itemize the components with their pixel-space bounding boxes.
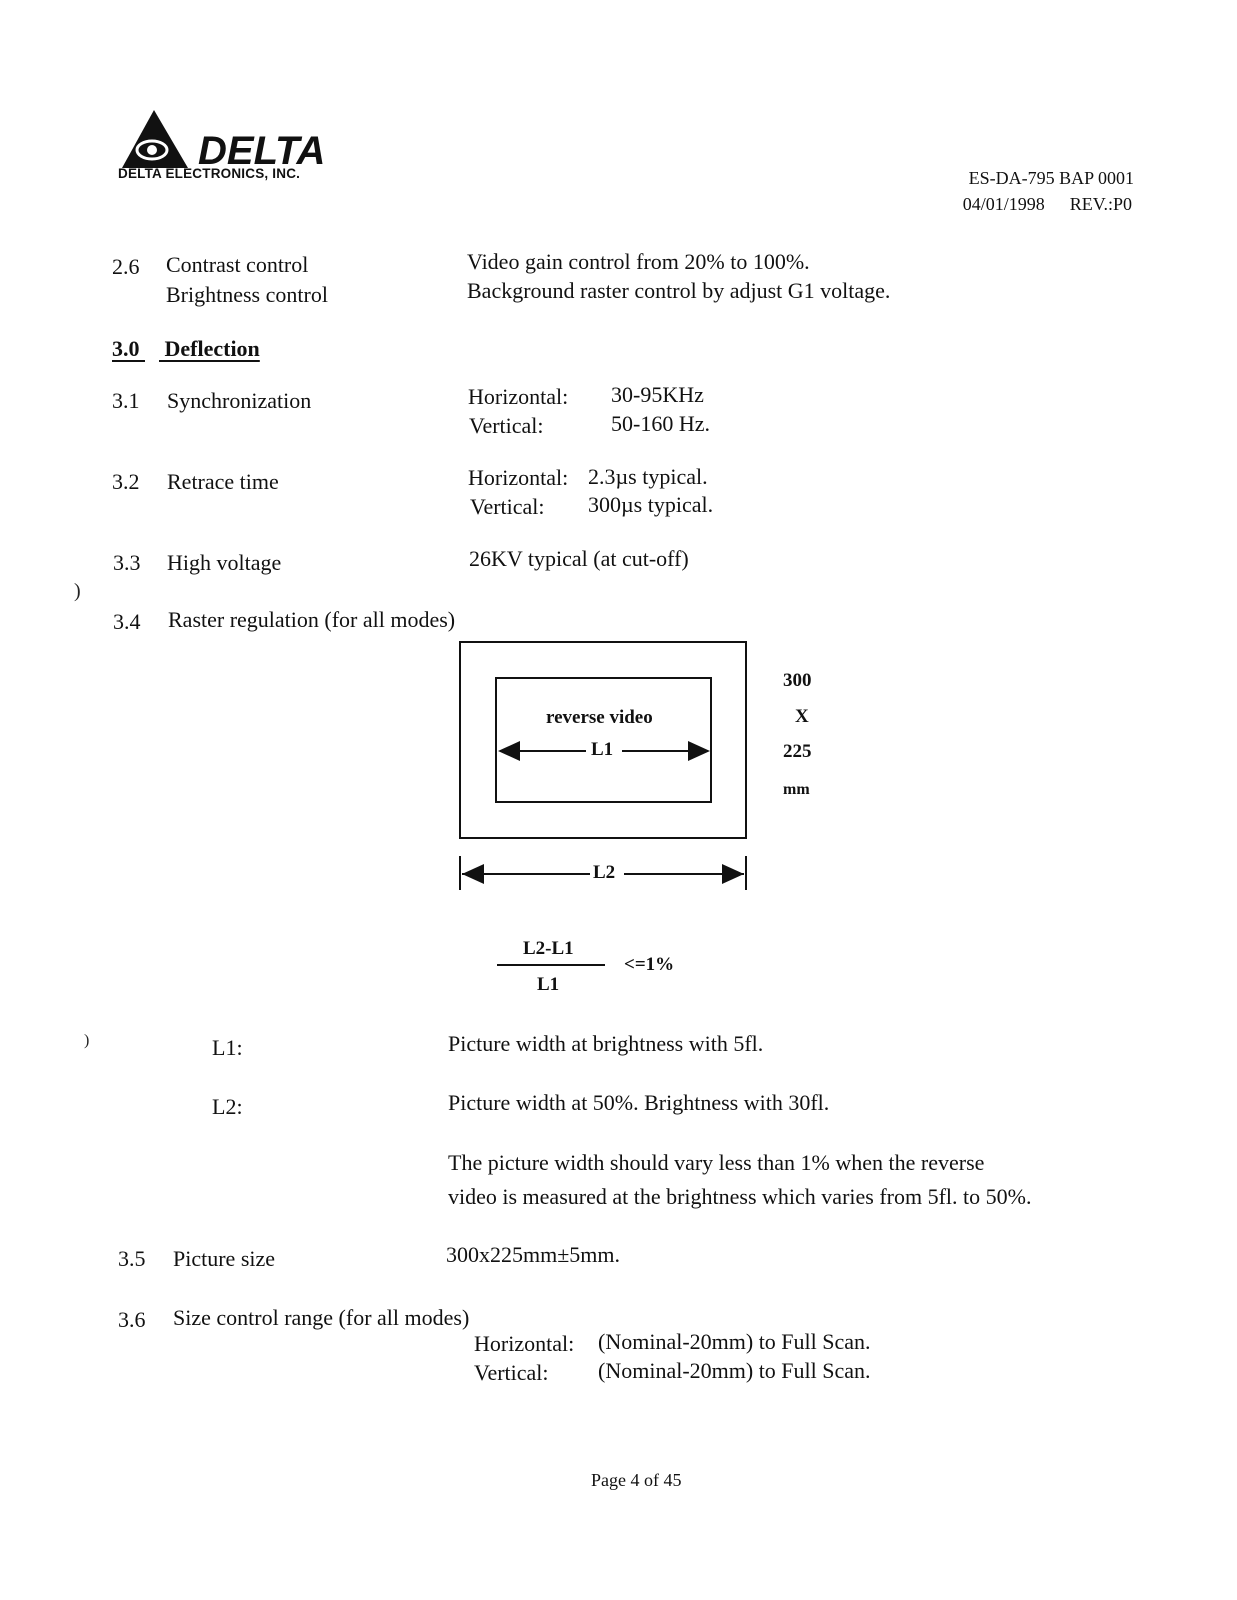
document-date-rev (963, 194, 1132, 215)
row-label: Horizontal: (468, 465, 569, 490)
delta-logo-icon (118, 106, 358, 168)
section-number: 3.2 (112, 469, 140, 494)
definition-term: L1: (212, 1035, 243, 1060)
section-title: Synchronization (167, 388, 312, 413)
section-title: Retrace time (167, 469, 279, 494)
formula-denominator: L1 (537, 974, 560, 995)
row-label: Horizontal: (468, 384, 569, 409)
formula-numerator: L2-L1 (523, 938, 574, 959)
section-number: 3.1 (112, 388, 140, 413)
company-name: DELTA ELECTRONICS, INC. (118, 166, 301, 181)
section-value: Video gain control from 20% to 100%. (467, 249, 810, 274)
l2-right-arrowhead (722, 864, 744, 884)
document-id: ES-DA-795 BAP 0001 (968, 168, 1134, 188)
section-heading-deflection (112, 336, 260, 362)
section-number: 3.0 (112, 336, 140, 361)
section-title: Size control range (for all modes) (173, 1305, 470, 1330)
formula-condition: <=1% (624, 954, 675, 975)
section-value: Background raster control by adjust G1 voltage. (467, 278, 891, 303)
note-line: video is measured at the brightness which varies from 5fl. to 50%. (448, 1184, 1032, 1209)
scan-mark: ) (74, 580, 81, 602)
section-title: Picture size (173, 1246, 276, 1271)
row-value: 300µs typical. (588, 492, 714, 517)
row-label: Vertical: (470, 494, 545, 519)
definition-text: Picture width at brightness with 5fl. (448, 1031, 764, 1056)
l1-label: L1 (591, 739, 614, 760)
row-value: 30-95KHz (611, 382, 704, 407)
section-value: 300x225mm±5mm. (446, 1242, 621, 1267)
l2-left-arrowhead (462, 864, 484, 884)
row-value: (Nominal-20mm) to Full Scan. (598, 1358, 871, 1383)
size-height: 225 (783, 741, 812, 762)
l2-label: L2 (593, 862, 616, 883)
definition-text: Picture width at 50%. Brightness with 30fl. (448, 1090, 830, 1115)
reverse-video-label: reverse video (546, 707, 653, 728)
row-value: 2.3µs typical. (588, 464, 708, 489)
row-label: Horizontal: (474, 1331, 575, 1356)
company-logo (118, 106, 358, 186)
row-label: Vertical: (469, 413, 544, 438)
note-line: The picture width should vary less than 1% when the reverse (448, 1150, 985, 1175)
svg-text:DELTA: DELTA (198, 129, 326, 168)
size-x: X (795, 706, 809, 727)
section-number: 3.4 (113, 609, 141, 634)
size-width: 300 (783, 670, 812, 691)
formula-fraction-bar (497, 964, 605, 966)
section-title: Contrast control (166, 252, 309, 277)
l1-left-arrowhead (498, 741, 520, 761)
l1-right-arrowhead (688, 741, 710, 761)
size-unit: mm (783, 781, 810, 798)
definition-term: L2: (212, 1094, 243, 1119)
document-date: 04/01/1998 (962, 194, 1045, 214)
section-title: Raster regulation (for all modes) (168, 607, 456, 632)
section-value: 26KV typical (at cut-off) (469, 546, 689, 571)
row-value: 50-160 Hz. (611, 411, 710, 436)
scan-mark: ) (84, 1032, 90, 1049)
section-number: 3.6 (118, 1307, 146, 1332)
section-title: Brightness control (166, 282, 328, 307)
document-revision: REV.:P0 (1069, 194, 1132, 214)
section-number: 2.6 (112, 254, 140, 279)
section-number: 3.3 (113, 550, 141, 575)
page-number: Page 4 of 45 (591, 1470, 682, 1490)
section-title: High voltage (167, 550, 282, 575)
row-label: Vertical: (474, 1360, 549, 1385)
section-title: Deflection (164, 336, 260, 361)
row-value: (Nominal-20mm) to Full Scan. (598, 1329, 871, 1354)
section-number: 3.5 (118, 1246, 146, 1271)
